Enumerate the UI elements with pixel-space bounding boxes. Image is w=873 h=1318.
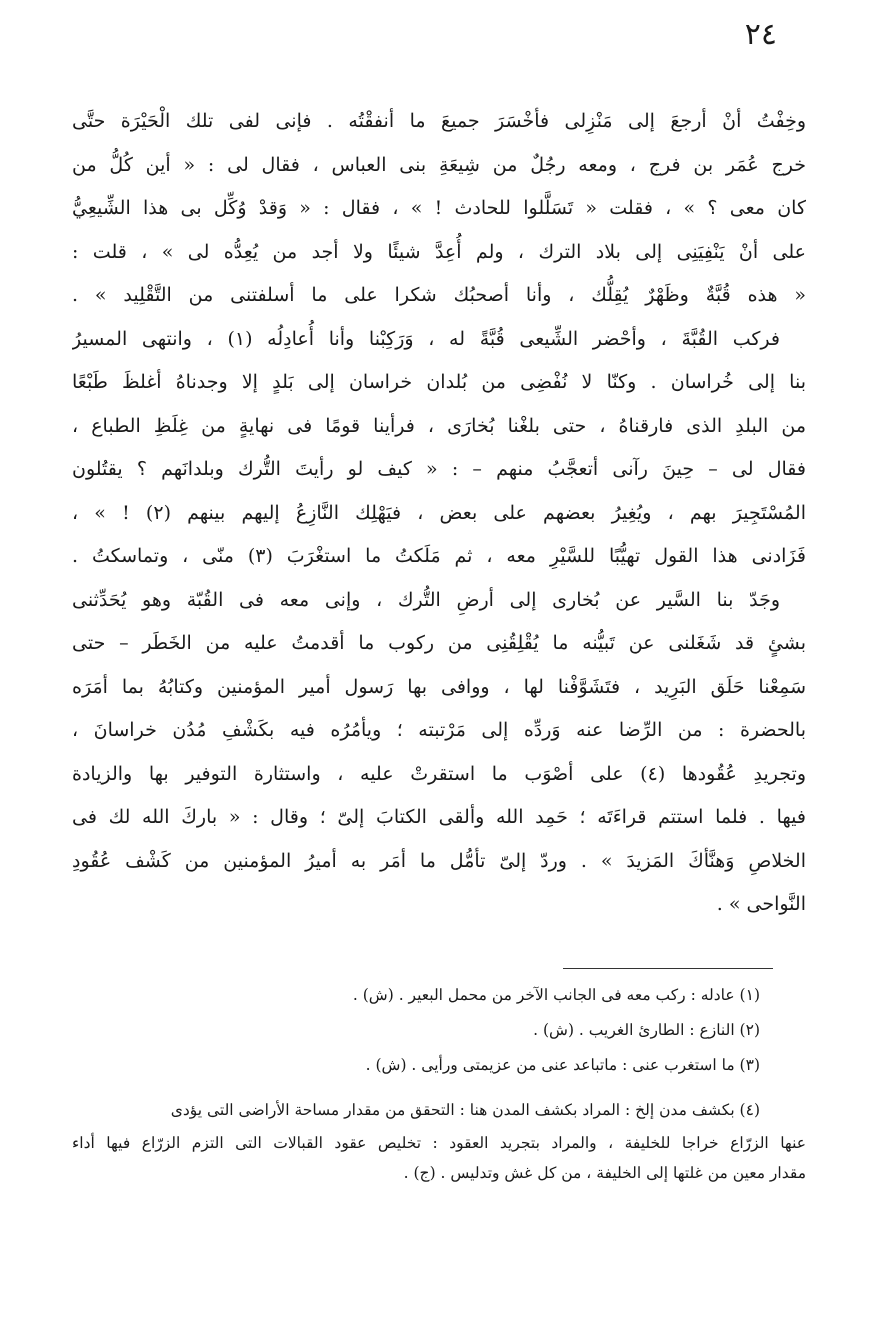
footnote-1: (١) عادله : ركب معه فى الجانب الآخر من محمل البعير . (ش) . — [352, 986, 760, 1004]
text-line: خرج عُمَر بن فرج ، ومعه رجُلٌ من شِيعَةِ بنى العباس ، فقال لى : « أين كُلُّ من — [72, 153, 806, 176]
text-line: من البلدِ الذى فارقناهُ ، حتى بلغْنا بُخارَى ، فرأينا قومًا فى نهايةٍ من غِلَظِ الطباع ، — [72, 414, 806, 437]
text-line: على أنْ يَنْفِيَنِى إلى بلاد الترك ، ولم أُعِدَّ شيئًا ولا أجد من يُعِدُّه لى » ، قلت : — [72, 240, 806, 263]
text-line: فيها . فلما استتم قراءَتَه ؛ حَمِد الله وألقى الكتابَ إلىّ ؛ وقال : « باركَ الله لك فى — [72, 806, 806, 828]
text-line: وتجريدِ عُقُودها (٤) على أصْوَب ما استقرتْ عليه ، واستثارة التوفير بها والزيادة — [72, 762, 806, 785]
footnotes — [72, 978, 806, 1188]
text-line: بنا إلى خُراسان . وكنّا لا نُفْضِى من بُلدان خراسان إلى بَلدٍ إلا وجدناهُ أغلظَ طَبْعًا — [72, 371, 806, 393]
text-line: المُسْتَجِيرَ بهم ، ويُغِيرُ بعضهم على بعض ، فيَهْلِك النَّازِعُ إليهم بينهم (٢) ! » ، — [72, 501, 806, 524]
text-line: الخلاصِ وَهنَّأكَ المَزيدَ » . وردّ إلىّ تأمُّل ما أمَر به أميرُ المؤمنين من كَشْف عُقُودِ — [72, 849, 806, 872]
main-text — [72, 100, 806, 927]
page-number: ٢٤ — [744, 17, 777, 52]
text-line: بشئٍ قد شَغَلنى عن تَبيُّنه ما يُقْلِقُنِى من ركوب ما أقدمتُ عليه من الخَطَر – حتى — [72, 632, 806, 654]
footnote-3: (٣) ما استغرب عنى : ماتباعد عنى من عزيمتى ورأيى . (ش) . — [365, 1056, 760, 1074]
paragraph-start-line: وجَدّ بنا السَّير عن بُخارى إلى أرضِ التُّرك ، وإنى معه فى القُبّة وهو يُحَدِّثنى — [72, 588, 780, 611]
text-line: فَزَادنى هذا القول تهيُّبًا للسَّيْرِ معه ، ثم مَلَكتُ ما استغْرَبَ (٣) منّى ، وتماسكتُ . — [72, 545, 806, 567]
footnote-divider — [563, 968, 773, 969]
text-line: سَمِعْنا حَلَق البَرِيد ، فتَشَوَّفْنا لها ، ووافى بها رَسول أمير المؤمنين وكتابُهُ بما أمَرَه — [72, 675, 806, 698]
footnote-4-continuation: عنها الزرّاع خراجا للخليفة ، والمراد بتجريد العقود : تخليص عقود القبالات التى التزم الزرّاع فيها أداء — [72, 1134, 806, 1152]
text-line: « هذه قُبَّةٌ وظَهْرٌ يُقِلُّك ، وأنا أصحبُك شكرا على ما أسلفتنى من التَّقْلِيد » . — [72, 284, 806, 306]
text-line-last: النَّواحى » . — [716, 893, 806, 915]
text-line: وخِفْتُ أنْ أرجعَ إلى مَنْزِلى فأخْسَرَ جميعَ ما أنفقْتُه . فإنى لفى تلك الْحَيْرَة حتَّى — [72, 110, 806, 132]
footnote-4: (٤) بكشف مدن إلخ : المراد بكشف المدن هنا : التحقق من مقدار مساحة الأراضى التى يؤدى — [170, 1101, 760, 1119]
footnote-4-continuation: مقدار معين من غلتها إلى الخليفة ، من كل غش وتدليس . (ج) . — [403, 1164, 806, 1182]
text-line: كان معى ؟ » ، فقلت « تَسَلَّلوا للحادث ! » ، فقال : « وَقدْ وُكِّل بى هذا الشِّيعِيُّ — [72, 197, 806, 219]
text-line: فقال لى – حِينَ رآنى أتعجَّبُ منهم – : « كيف لو رأيتَ التُّرك وبلدانَهم ؟ يقتُلون — [72, 458, 806, 480]
text-line: بالحضرة : من الرِّضا عنه وَردِّه إلى مَرْتبته ؛ ويأمُرُه فيه بكَشْفِ مُدُن خراسانَ ، — [72, 719, 806, 741]
paragraph-start-line: فركب القُبَّةَ ، وأحْضر الشِّيعى قُبَّةً له ، وَرَكِبْنا وأنا أُعادِلُه (١) ، وانتهى المسيرُ — [72, 327, 780, 350]
footnote-2: (٢) النازع : الطارئ الغريب . (ش) . — [533, 1021, 760, 1039]
